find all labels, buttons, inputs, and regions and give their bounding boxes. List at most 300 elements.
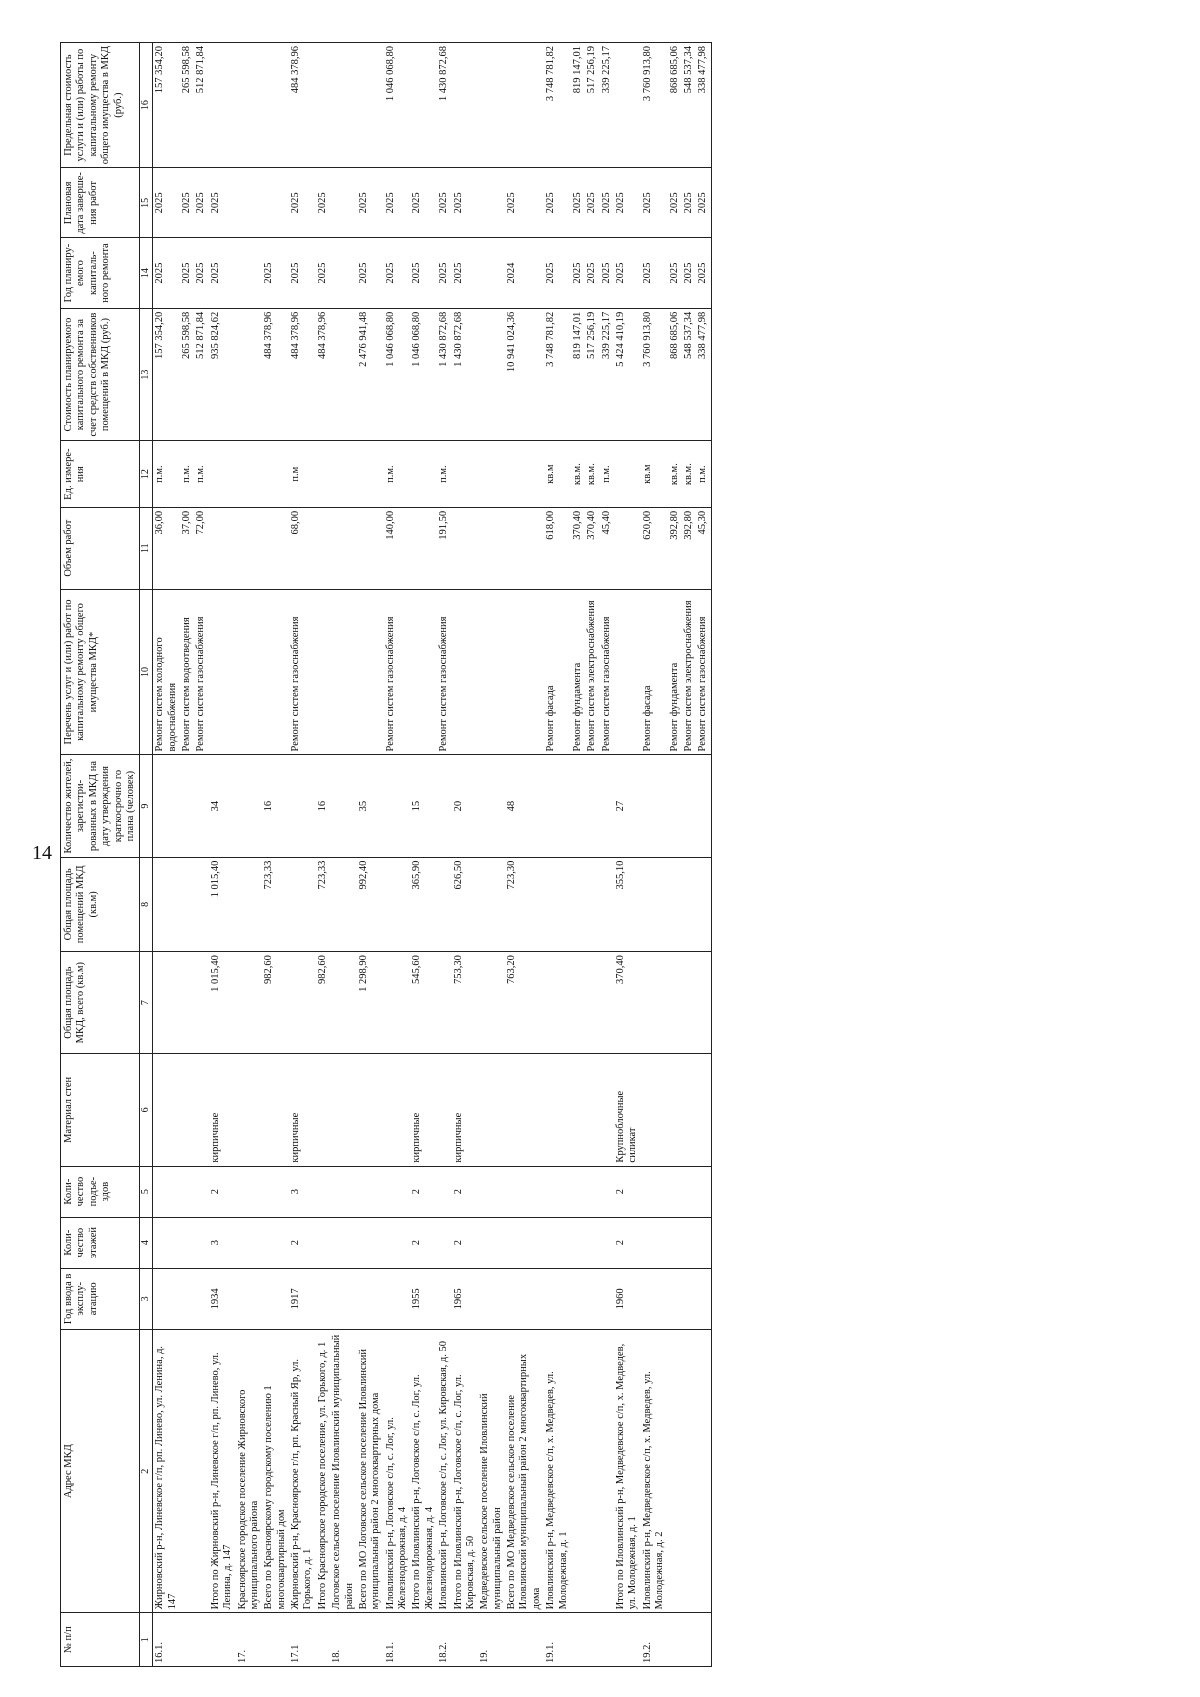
table-cell xyxy=(641,1166,668,1217)
table-cell xyxy=(571,1329,585,1612)
table-cell xyxy=(544,1054,571,1166)
column-number: 1 xyxy=(140,1613,153,1667)
table-cell: 35 xyxy=(357,755,384,857)
table-cell xyxy=(357,1054,384,1166)
table-cell xyxy=(437,1054,451,1166)
table-cell: 45,30 xyxy=(696,507,711,589)
column-number: 11 xyxy=(140,507,153,589)
table-cell: 2025 xyxy=(410,168,437,238)
table-cell: 36,00 xyxy=(153,507,180,589)
table-row xyxy=(614,43,641,1667)
table-cell xyxy=(505,589,544,755)
table-cell: 140,00 xyxy=(384,507,411,589)
column-header: Предельная стоимость услуги и (или) работы по капитальному ремонту общего имущества в МКД (руб.) xyxy=(61,43,140,168)
table-cell: 2025 xyxy=(614,168,641,238)
table-cell: 3 760 913,80 xyxy=(641,43,668,168)
table-cell xyxy=(437,1217,451,1268)
table-cell xyxy=(437,952,451,1054)
table-cell xyxy=(194,755,208,857)
table-cell xyxy=(330,507,357,589)
table-cell: 2025 xyxy=(384,168,411,238)
table-cell xyxy=(410,441,437,507)
table-cell xyxy=(437,1166,451,1217)
table-cell xyxy=(505,441,544,507)
table-cell: 2025 xyxy=(641,238,668,308)
table-cell xyxy=(194,952,208,1054)
table-cell xyxy=(357,43,384,168)
table-cell: 1 046 068,80 xyxy=(384,308,411,441)
table-cell xyxy=(153,1166,180,1217)
table-cell: Ремонт фундамента xyxy=(668,589,682,755)
column-header: Общая площадь МКД, всего (кв.м) xyxy=(61,952,140,1054)
table-cell xyxy=(600,755,614,857)
column-header: Стоимость планируемого капитального ремонта за счет средств собственников помещений в МКД (руб.) xyxy=(61,308,140,441)
table-cell xyxy=(289,857,316,951)
table-cell xyxy=(330,1166,357,1217)
table-cell xyxy=(614,441,641,507)
table-cell xyxy=(357,507,384,589)
table-cell: Итого по Жирновский р-н, Линевское г/п, рп. Линево, ул. Ленина, д. 147 xyxy=(209,1329,236,1612)
table-cell xyxy=(262,1166,289,1217)
column-number: 4 xyxy=(140,1217,153,1268)
table-cell: 20 xyxy=(452,755,479,857)
column-number: 6 xyxy=(140,1054,153,1166)
table-cell xyxy=(641,755,668,857)
table-cell: 370,40 xyxy=(571,507,585,589)
table-cell: 484 378,96 xyxy=(262,308,289,441)
table-cell xyxy=(585,755,599,857)
table-cell xyxy=(330,1054,357,1166)
table-cell: 2 xyxy=(452,1217,479,1268)
table-cell: п.м. xyxy=(180,441,194,507)
table-cell xyxy=(316,507,330,589)
table-cell xyxy=(384,952,411,1054)
table-cell: 992,40 xyxy=(357,857,384,951)
table-cell xyxy=(478,1268,505,1329)
table-cell xyxy=(289,952,316,1054)
table-cell xyxy=(330,755,357,857)
table-cell: п.м. xyxy=(600,441,614,507)
table-cell: 935 824,62 xyxy=(209,308,236,441)
table-cell: 517 256,19 xyxy=(585,308,599,441)
table-cell: кв.м xyxy=(641,441,668,507)
table-cell xyxy=(209,43,236,168)
table-cell: Всего по Красноярскому городскому поселению 1 многоквартирный дом xyxy=(262,1329,289,1612)
table-row xyxy=(641,43,668,1667)
table-cell xyxy=(600,1329,614,1612)
column-number-row xyxy=(140,43,153,1667)
table-cell xyxy=(668,1329,682,1612)
table-cell: Ремонт фасада xyxy=(544,589,571,755)
table-cell xyxy=(330,857,357,951)
table-cell xyxy=(316,1166,330,1217)
table-cell: 16 xyxy=(316,755,330,857)
table-cell: 819 147,01 xyxy=(571,308,585,441)
table-cell xyxy=(505,1054,544,1166)
column-number: 7 xyxy=(140,952,153,1054)
table-cell: 16.1. xyxy=(153,1613,180,1667)
table-cell: 19.1. xyxy=(544,1613,571,1667)
table-cell: 618,00 xyxy=(544,507,571,589)
table-cell: 2025 xyxy=(384,238,411,308)
table-cell: кв.м. xyxy=(668,441,682,507)
table-cell xyxy=(682,1613,696,1667)
table-cell xyxy=(682,1329,696,1612)
table-cell: 545,60 xyxy=(410,952,437,1054)
table-cell: 16 xyxy=(262,755,289,857)
table-cell xyxy=(236,589,263,755)
table-cell: 2025 xyxy=(505,168,544,238)
table-cell xyxy=(180,1166,194,1217)
table-cell: 3 xyxy=(209,1217,236,1268)
table-cell: 157 354,20 xyxy=(153,308,180,441)
column-header: Ед. измере-ния xyxy=(61,441,140,507)
table-cell xyxy=(194,1217,208,1268)
table-cell xyxy=(153,857,180,951)
table-cell xyxy=(357,441,384,507)
table-cell: п.м. xyxy=(437,441,451,507)
table-cell: 2024 xyxy=(505,238,544,308)
table-cell xyxy=(236,168,263,238)
table-cell: 191,50 xyxy=(437,507,451,589)
table-cell xyxy=(316,1054,330,1166)
table-cell xyxy=(330,1268,357,1329)
table-cell xyxy=(614,43,641,168)
table-cell xyxy=(330,238,357,308)
table-cell: Иловлинский р-н, Медведевское с/п, х. Медведев, ул. Молодежная, д. 1 xyxy=(544,1329,571,1612)
table-row xyxy=(544,43,571,1667)
table-cell: 2 476 941,48 xyxy=(357,308,384,441)
column-number: 10 xyxy=(140,589,153,755)
table-row xyxy=(505,43,544,1667)
table-cell xyxy=(585,857,599,951)
table-cell xyxy=(357,1166,384,1217)
table-cell: 1934 xyxy=(209,1268,236,1329)
table-cell xyxy=(262,441,289,507)
table-cell xyxy=(452,441,479,507)
table-cell xyxy=(478,168,505,238)
table-cell: Ремонт систем газоснабжения xyxy=(437,589,451,755)
table-cell: Медведевское сельское поселение Иловлинский муниципальный район xyxy=(478,1329,505,1612)
table-cell xyxy=(236,1268,263,1329)
table-cell xyxy=(180,755,194,857)
table-cell: 620,00 xyxy=(641,507,668,589)
table-cell: 34 xyxy=(209,755,236,857)
table-cell: Итого по Иловлинский р-н, Логовское с/п, с. Лог, ул. Кировская, д. 50 xyxy=(452,1329,479,1612)
table-cell: кирпичные xyxy=(410,1054,437,1166)
table-cell: 763,20 xyxy=(505,952,544,1054)
table-cell xyxy=(209,589,236,755)
table-cell xyxy=(544,1268,571,1329)
table-cell xyxy=(668,755,682,857)
table-row xyxy=(585,43,599,1667)
table-cell xyxy=(600,1268,614,1329)
table-cell: 512 871,84 xyxy=(194,308,208,441)
table-cell: Ремонт фундамента xyxy=(571,589,585,755)
table-cell xyxy=(571,1166,585,1217)
table-cell: кв.м. xyxy=(585,441,599,507)
column-header: Год ввода в эксплу-атацию xyxy=(61,1268,140,1329)
table-row xyxy=(682,43,696,1667)
column-header: № п/п xyxy=(61,1613,140,1667)
table-cell xyxy=(585,1268,599,1329)
table-cell: 392,80 xyxy=(682,507,696,589)
table-cell: 2025 xyxy=(289,168,316,238)
table-cell xyxy=(330,308,357,441)
table-cell xyxy=(585,952,599,1054)
table-cell xyxy=(478,755,505,857)
table-cell: 2 xyxy=(614,1217,641,1268)
table-cell xyxy=(696,1613,711,1667)
table-cell: 1 298,90 xyxy=(357,952,384,1054)
table-header-row xyxy=(61,43,140,1667)
table-row xyxy=(289,43,316,1667)
table-cell: 10 941 024,36 xyxy=(505,308,544,441)
table-cell: 48 xyxy=(505,755,544,857)
table-cell: 2025 xyxy=(682,238,696,308)
table-cell: Ремонт систем газоснабжения xyxy=(289,589,316,755)
table-cell: 2025 xyxy=(544,238,571,308)
table-cell xyxy=(289,755,316,857)
table-cell xyxy=(194,1329,208,1612)
table-row xyxy=(209,43,236,1667)
table-cell xyxy=(544,1217,571,1268)
table-row xyxy=(410,43,437,1667)
table-cell: Всего по МО Логовское сельское поселение Иловлинский муниципальный район 2 многоквартирных дома xyxy=(357,1329,384,1612)
table-cell xyxy=(316,43,330,168)
table-cell xyxy=(384,755,411,857)
table-cell xyxy=(641,857,668,951)
table-cell: кв.м. xyxy=(571,441,585,507)
table-cell: Ремонт систем электроснабжения xyxy=(682,589,696,755)
table-cell xyxy=(478,238,505,308)
table-cell: 1 015,40 xyxy=(209,857,236,951)
table-cell: 1917 xyxy=(289,1268,316,1329)
table-cell: 2025 xyxy=(209,238,236,308)
column-header: Объем работ xyxy=(61,507,140,589)
table-cell xyxy=(410,507,437,589)
table-cell xyxy=(505,507,544,589)
table-row xyxy=(153,43,180,1667)
table-cell xyxy=(209,507,236,589)
table-cell xyxy=(505,43,544,168)
table-cell xyxy=(571,1217,585,1268)
table-cell xyxy=(585,1054,599,1166)
table-cell xyxy=(478,1217,505,1268)
table-cell: Ремонт систем газоснабжения xyxy=(696,589,711,755)
table-cell: Всего по МО Медведевское сельское поселение Иловлинский муниципальный район 2 многоквартирных дома xyxy=(505,1329,544,1612)
table-cell xyxy=(478,1166,505,1217)
table-cell: Логовское сельское поселение Иловлинский муниципальный район xyxy=(330,1329,357,1612)
table-cell xyxy=(682,952,696,1054)
table-cell: 484 378,96 xyxy=(289,43,316,168)
table-cell xyxy=(505,1166,544,1217)
table-cell: кирпичные xyxy=(289,1054,316,1166)
table-cell: 2025 xyxy=(452,238,479,308)
table-cell xyxy=(668,857,682,951)
table-cell xyxy=(153,1268,180,1329)
table-cell xyxy=(330,43,357,168)
table-cell xyxy=(316,1613,330,1667)
table-cell: кирпичные xyxy=(209,1054,236,1166)
table-cell xyxy=(194,1054,208,1166)
table-cell: 2025 xyxy=(641,168,668,238)
table-row xyxy=(357,43,384,1667)
table-cell: 2025 xyxy=(357,168,384,238)
column-header: Количество жителей, зарегистри-рованных в МКД на дату утверждения краткосрочно го плана (человек) xyxy=(61,755,140,857)
table-cell: 1 046 068,80 xyxy=(384,43,411,168)
table-cell xyxy=(384,1268,411,1329)
column-number: 8 xyxy=(140,857,153,951)
table-cell xyxy=(696,1268,711,1329)
table-cell xyxy=(330,168,357,238)
table-cell xyxy=(194,1613,208,1667)
table-cell xyxy=(544,755,571,857)
table-cell xyxy=(696,952,711,1054)
table-cell: Ремонт систем электроснабжения xyxy=(585,589,599,755)
table-cell: 517 256,19 xyxy=(585,43,599,168)
table-cell: 2025 xyxy=(682,168,696,238)
table-row xyxy=(600,43,614,1667)
table-cell: 982,60 xyxy=(316,952,330,1054)
table-cell: 2025 xyxy=(696,168,711,238)
table-row xyxy=(452,43,479,1667)
table-cell: 392,80 xyxy=(668,507,682,589)
table-cell xyxy=(357,1217,384,1268)
table-cell xyxy=(571,1268,585,1329)
table-row xyxy=(236,43,263,1667)
table-cell: 18.1. xyxy=(384,1613,411,1667)
table-cell xyxy=(682,857,696,951)
column-number: 14 xyxy=(140,238,153,308)
table-cell: п.м xyxy=(289,441,316,507)
table-cell xyxy=(452,1613,479,1667)
table-cell xyxy=(682,1217,696,1268)
table-cell xyxy=(357,589,384,755)
table-cell: 339 225,17 xyxy=(600,43,614,168)
table-cell xyxy=(641,1268,668,1329)
table-cell xyxy=(641,952,668,1054)
table-cell: 265 598,58 xyxy=(180,308,194,441)
table-cell: 157 354,20 xyxy=(153,43,180,168)
table-cell: 2 xyxy=(614,1166,641,1217)
column-header: Плановая дата заверше-ния работ xyxy=(61,168,140,238)
table-cell: 1965 xyxy=(452,1268,479,1329)
table-cell: Иловлинский р-н, Медведевское с/п, х. Медведев, ул. Молодежная, д. 2 xyxy=(641,1329,668,1612)
table-cell: 2025 xyxy=(437,168,451,238)
table-cell: 2025 xyxy=(153,168,180,238)
table-cell xyxy=(153,755,180,857)
table-cell: Ремонт систем газоснабжения xyxy=(194,589,208,755)
table-cell: 1960 xyxy=(614,1268,641,1329)
table-cell xyxy=(236,1217,263,1268)
table-cell: 2025 xyxy=(668,168,682,238)
table-cell xyxy=(262,43,289,168)
table-cell xyxy=(316,441,330,507)
table-cell xyxy=(585,1166,599,1217)
table-cell xyxy=(696,1329,711,1612)
table-cell xyxy=(180,1613,194,1667)
table-cell: 27 xyxy=(614,755,641,857)
table-cell: 2025 xyxy=(696,238,711,308)
table-cell xyxy=(384,1054,411,1166)
table-cell xyxy=(478,441,505,507)
table-cell xyxy=(668,952,682,1054)
table-cell: 19.2. xyxy=(641,1613,668,1667)
table-cell: п.м. xyxy=(696,441,711,507)
column-header: Перечень услуг и (или) работ по капитальному ремонту общего имущества МКД* xyxy=(61,589,140,755)
table-cell xyxy=(696,1217,711,1268)
table-cell xyxy=(544,1166,571,1217)
table-cell xyxy=(505,1613,544,1667)
table-cell: 819 147,01 xyxy=(571,43,585,168)
table-cell xyxy=(236,857,263,951)
table-cell: 626,50 xyxy=(452,857,479,951)
table-cell: 982,60 xyxy=(262,952,289,1054)
table-cell: 5 424 410,19 xyxy=(614,308,641,441)
table-row xyxy=(330,43,357,1667)
table-cell xyxy=(236,441,263,507)
table-cell: Жирновский р-н, Линевское г/п, рп. Линево, ул. Ленина, д. 147 xyxy=(153,1329,180,1612)
table-cell: 265 598,58 xyxy=(180,43,194,168)
table-cell xyxy=(262,589,289,755)
table-cell: 2025 xyxy=(209,168,236,238)
table-cell: кв.м xyxy=(544,441,571,507)
table-row xyxy=(478,43,505,1667)
table-cell xyxy=(641,1054,668,1166)
table-cell: 2025 xyxy=(585,168,599,238)
table-cell xyxy=(384,1217,411,1268)
table-cell: кв.м. xyxy=(682,441,696,507)
table-cell xyxy=(330,441,357,507)
table-cell: 365,90 xyxy=(410,857,437,951)
table-cell: п.м. xyxy=(384,441,411,507)
table-cell xyxy=(410,1613,437,1667)
table-cell xyxy=(544,952,571,1054)
table-cell: 18. xyxy=(330,1613,357,1667)
table-cell xyxy=(437,857,451,951)
table-cell: 17. xyxy=(236,1613,263,1667)
table-cell: 1 046 068,80 xyxy=(410,308,437,441)
table-cell: 2025 xyxy=(544,168,571,238)
table-cell: 2025 xyxy=(437,238,451,308)
table-cell xyxy=(180,1054,194,1166)
table-cell: 2025 xyxy=(153,238,180,308)
table-cell xyxy=(682,755,696,857)
table-cell xyxy=(668,1217,682,1268)
table-cell: 484 378,96 xyxy=(316,308,330,441)
capital-repair-table xyxy=(60,42,712,1667)
table-cell: 15 xyxy=(410,755,437,857)
table-row xyxy=(696,43,711,1667)
table-cell: Итого Красноярское городское поселение, ул. Горького, д. 1 xyxy=(316,1329,330,1612)
table-cell: Крупноблочные силикат xyxy=(614,1054,641,1166)
table-cell xyxy=(384,1166,411,1217)
table-cell: Иловлинский р-н, Логовское с/п, с. Лог, ул. Железнодорожная, д. 4 xyxy=(384,1329,411,1612)
table-cell: Ремонт систем холодного водоснабжения xyxy=(153,589,180,755)
table-cell xyxy=(357,1613,384,1667)
table-cell xyxy=(180,1268,194,1329)
table-cell: 723,33 xyxy=(262,857,289,951)
table-cell: 1 430 872,68 xyxy=(452,308,479,441)
table-cell xyxy=(600,952,614,1054)
table-cell xyxy=(194,1268,208,1329)
table-cell: п.м. xyxy=(194,441,208,507)
table-cell: 3 748 781,82 xyxy=(544,308,571,441)
table-cell xyxy=(194,857,208,951)
table-cell: 68,00 xyxy=(289,507,316,589)
table-cell xyxy=(600,1054,614,1166)
